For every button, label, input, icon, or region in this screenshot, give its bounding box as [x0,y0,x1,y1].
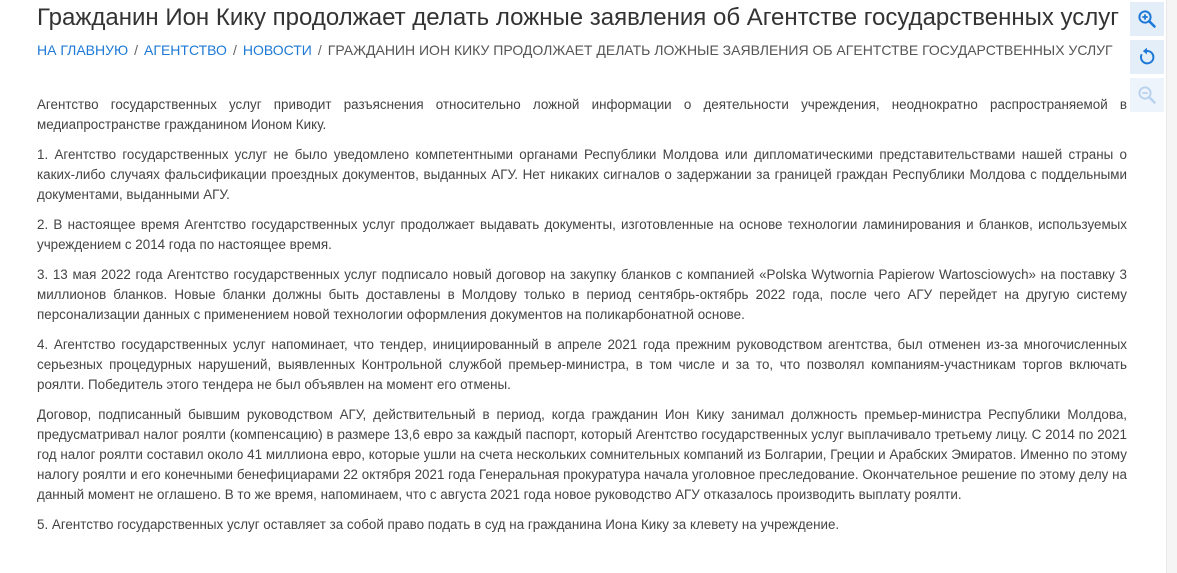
breadcrumb-agency-link[interactable]: АГЕНТСТВО [144,42,227,58]
breadcrumb [37,40,1127,60]
article-paragraph: Договор, подписанный бывшим руководством АГУ, действительный в период, когда гражданин Ион Кику занимал должность премьер-министра Республики Молдова, предусматривал налог роялти (компенсацию) в размере 13,6 евро за каждый паспорт, который Агентство государственных услуг выплачивало третьему лицу. С 2014 по 2021 год налог роялти составил около 41 миллиона евро, которые ушли на счета нескольких сомнительных компаний из Болгарии, Греции и Арабских Эмиратов. Именно по этому налогу роялти и его конечными бенефициарами 22 октября 2021 года Генеральная прокуратура начала уголовное преследование. Окончательное решение по этому делу на данный момент не оглашено. В то же время, напоминаем, что с августа 2021 года новое руководство АГУ отказалось производить выплату роялти. [37,407,1127,502]
reset-icon [1137,47,1157,67]
breadcrumb-separator: / [134,42,139,58]
article-body [37,95,1127,545]
zoom-out-button[interactable] [1130,78,1164,112]
breadcrumb-separator: / [317,42,322,58]
breadcrumb-news-link[interactable]: НОВОСТИ [242,42,312,58]
article-paragraph: 5. Агентство государственных услуг оставляет за собой право подать в суд на гражданина Иона Кику за клевету на учреждение. [37,517,840,532]
breadcrumb-home-link[interactable]: НА ГЛАВНУЮ [37,42,129,58]
page-title: Гражданин Ион Кику продолжает делать ложные заявления об Агентстве государственных услуг [37,4,1119,31]
page-scrollbar[interactable] [1166,0,1177,573]
breadcrumb-current: ГРАЖДАНИН ИОН КИКУ ПРОДОЛЖАЕТ ДЕЛАТЬ ЛОЖНЫЕ ЗАЯВЛЕНИЯ ОБ АГЕНТСТВЕ ГОСУДАРСТВЕННЫХ УСЛУГ [327,42,1113,58]
article-paragraph: 2. В настоящее время Агентство государственных услуг продолжает выдавать документы, изготовленные на основе технологии ламинирования и бланков, используемых учреждением с 2014 года по настоящее время. [37,217,1127,252]
breadcrumb-separator: / [232,42,237,58]
article-paragraph: Агентство государственных услуг приводит разъяснения относительно ложной информации о деятельности учреждения, неоднократно распространяемой в медиапространстве гражданином Ионом Кику. [37,97,1127,132]
zoom-in-icon [1137,9,1157,29]
zoom-in-button[interactable] [1130,2,1164,36]
zoom-out-icon [1137,85,1157,105]
article-paragraph: 3. 13 мая 2022 года Агентство государственных услуг подписало новый договор на закупку бланков с компанией «Polska Wytwornia Papierow Wartosciowych» на поставку 3 миллионов бланков. Новые бланки должны быть доставлены в Молдову только в период сентябрь-октябрь 2022 года, после чего АГУ перейдет на другую систему персонализации данных с применением новой технологии оформления документов на поликарбонатной основе. [37,267,1127,322]
reset-zoom-button[interactable] [1130,40,1164,74]
article-paragraph: 1. Агентство государственных услуг не было уведомлено компетентными органами Республики Молдова или дипломатическими представительствами нашей страны о каких-либо случаях фальсификации проездных документов, выданных АГУ. Нет никаких сигналов о задержании за границей граждан Республики Молдова с поддельными документами, выданными АГУ. [37,147,1127,202]
article-paragraph: 4. Агентство государственных услуг напоминает, что тендер, инициированный в апреле 2021 года прежним руководством агентства, был отменен из-за многочисленных серьезных процедурных нарушений, выявленных Контрольной службой премьер-министра, в том числе и за то, что позволял компаниям-участникам торгов включать роялти. Победитель этого тендера не был объявлен на момент его отмены. [37,337,1127,392]
